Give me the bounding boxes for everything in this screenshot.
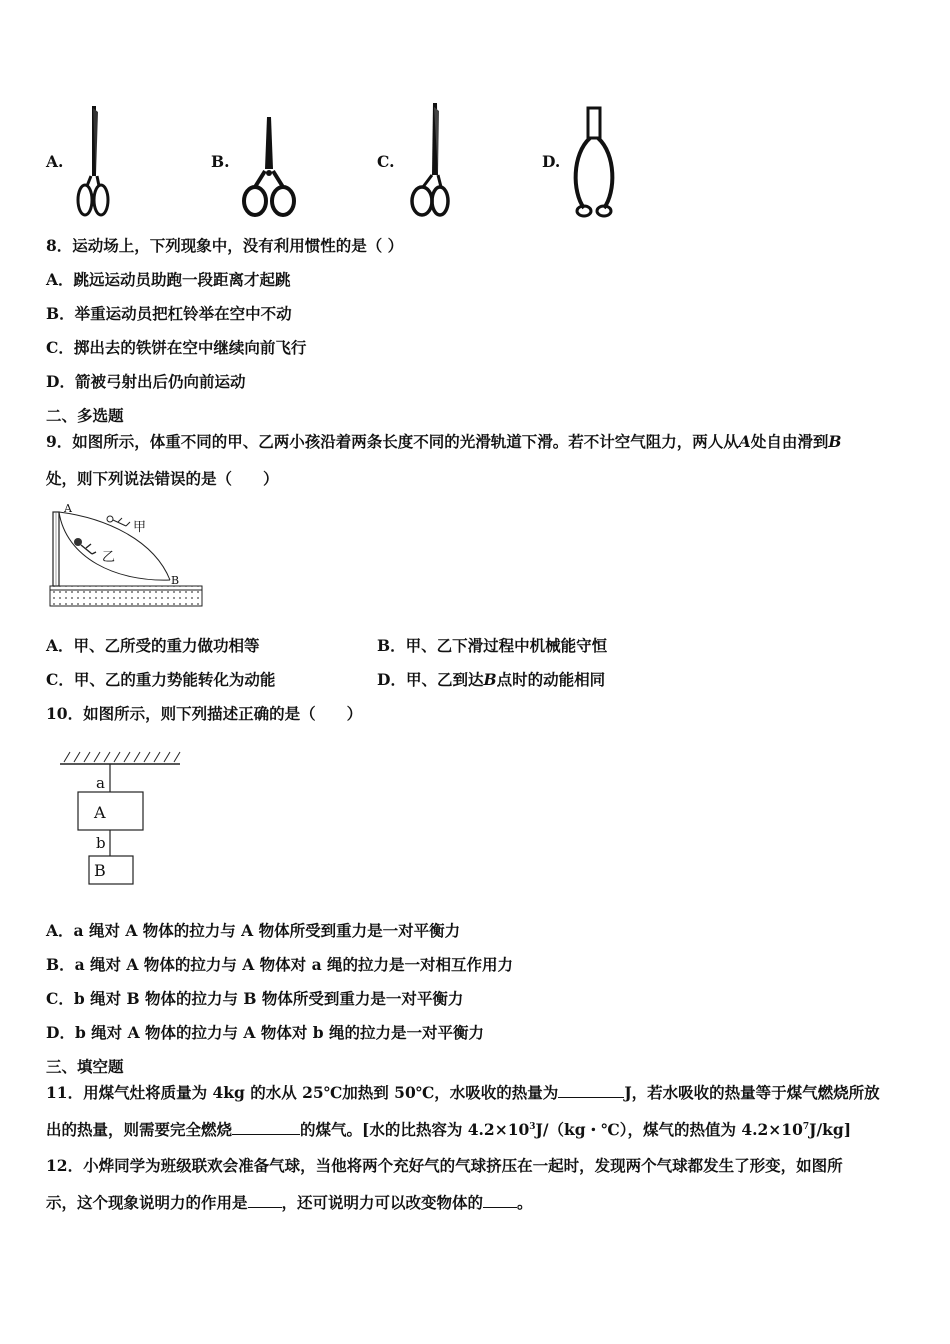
q10-fig-box-b: B bbox=[94, 861, 106, 880]
q11-text-1: 11．用煤气灶将质量为 4kg 的水从 25℃加热到 50℃，水吸收的热量为 bbox=[46, 1083, 559, 1102]
q12-line2 bbox=[46, 1193, 533, 1213]
q8-stem: 8．运动场上，下列现象中，没有利用惯性的是（ ） bbox=[46, 236, 404, 255]
q10-fig-rope-a: a bbox=[96, 774, 105, 792]
q10-option-c: C．b 绳对 B 物体的拉力与 B 物体所受到重力是一对平衡力 bbox=[46, 989, 464, 1008]
q11-blank-gas[interactable] bbox=[232, 1120, 300, 1135]
q12-text-1: 示，这个现象说明力的作用是 bbox=[46, 1193, 248, 1212]
q9-point-b: B bbox=[828, 432, 842, 451]
section-3-heading: 三、填空题 bbox=[46, 1057, 124, 1076]
q7-option-a-label: A. bbox=[46, 152, 64, 171]
q11-text-5: J/（kg・℃），煤气的热值为 4.2×10 bbox=[535, 1120, 803, 1139]
q10-figure-hanging-blocks bbox=[58, 748, 184, 890]
q9-option-b: B．甲、乙下滑过程中机械能守恒 bbox=[377, 636, 608, 655]
q9-figure-slides bbox=[46, 500, 208, 610]
q9-option-d-part2: 点时的动能相同 bbox=[496, 670, 606, 689]
q10-stem: 10．如图所示，则下列描述正确的是（ ） bbox=[46, 704, 363, 723]
child-yi-icon bbox=[74, 538, 96, 554]
q10-option-b: B．a 绳对 A 物体的拉力与 A 物体对 a 绳的拉力是一对相互作用力 bbox=[46, 955, 514, 974]
q11-text-6: J/kg] bbox=[809, 1120, 852, 1139]
q10-fig-box-a: A bbox=[94, 803, 106, 822]
child-jia-icon bbox=[107, 516, 130, 526]
q12-text-3: 。 bbox=[517, 1193, 533, 1212]
q11-text-2: J，若水吸收的热量等于煤气燃烧所放 bbox=[624, 1083, 880, 1102]
q8-option-d: D．箭被弓射出后仍向前运动 bbox=[46, 372, 246, 391]
q9-fig-label-b: B bbox=[171, 574, 180, 587]
q8-option-a: A．跳远运动员助跑一段距离才起跳 bbox=[46, 270, 291, 289]
q9-fig-label-jia: 甲 bbox=[133, 520, 147, 535]
q9-option-d bbox=[377, 670, 605, 690]
q7-option-d-label: D. bbox=[542, 152, 561, 171]
q11-blank-heat[interactable] bbox=[558, 1083, 624, 1098]
section-2-heading: 二、多选题 bbox=[46, 406, 124, 425]
q9-option-c: C．甲、乙的重力势能转化为动能 bbox=[46, 670, 276, 689]
q12-line1: 12．小烨同学为班级联欢会准备气球，当他将两个充好气的气球挤压在一起时，发现两个气球都发生了形变，如图所 bbox=[46, 1156, 843, 1175]
q12-blank-2[interactable] bbox=[483, 1193, 517, 1208]
q9-option-d-part1: D．甲、乙到达 bbox=[377, 670, 484, 689]
tongs-d-image bbox=[570, 104, 618, 220]
q11-text-4: 的煤气。[水的比热容为 4.2×10 bbox=[300, 1120, 530, 1139]
q9-fig-label-yi: 乙 bbox=[102, 550, 116, 565]
q10-option-a: A．a 绳对 A 物体的拉力与 A 物体所受到重力是一对平衡力 bbox=[46, 921, 461, 940]
q10-fig-rope-b: b bbox=[96, 834, 106, 852]
q10-option-d: D．b 绳对 A 物体的拉力与 A 物体对 b 绳的拉力是一对平衡力 bbox=[46, 1023, 484, 1042]
q9-option-a: A．甲、乙所受的重力做功相等 bbox=[46, 636, 260, 655]
q11-sup-7: 7 bbox=[802, 1122, 810, 1132]
q11-text-3: 出的热量，则需要完全燃烧 bbox=[46, 1120, 233, 1139]
q12-text-2: ，还可说明力可以改变物体的 bbox=[281, 1193, 484, 1212]
q9-stem-line2: 处，则下列说法错误的是（ ） bbox=[46, 469, 279, 488]
scissors-c-image bbox=[405, 101, 455, 221]
q9-fig-label-a: A bbox=[64, 502, 72, 515]
q9-stem-line1 bbox=[46, 432, 841, 452]
q12-blank-1[interactable] bbox=[248, 1193, 282, 1208]
q7-option-b-label: B. bbox=[211, 152, 230, 171]
q11-sup-3: 3 bbox=[529, 1122, 536, 1132]
q11-line1 bbox=[46, 1083, 880, 1103]
q9-stem-part2: 处自由滑到 bbox=[750, 432, 829, 451]
q8-option-b: B．举重运动员把杠铃举在空中不动 bbox=[46, 304, 292, 323]
q11-line2 bbox=[46, 1120, 851, 1140]
scissors-a-image bbox=[74, 104, 114, 220]
q9-option-d-point: B bbox=[483, 670, 497, 689]
q8-option-c: C．掷出去的铁饼在空中继续向前飞行 bbox=[46, 338, 307, 357]
q9-stem-part1: 9．如图所示，体重不同的甲、乙两小孩沿着两条长度不同的光滑轨道下滑。若不计空气阻力，两人从 bbox=[46, 432, 739, 451]
scissors-b-image bbox=[240, 113, 298, 221]
q9-point-a: A bbox=[738, 432, 751, 451]
q7-option-c-label: C. bbox=[377, 152, 395, 171]
